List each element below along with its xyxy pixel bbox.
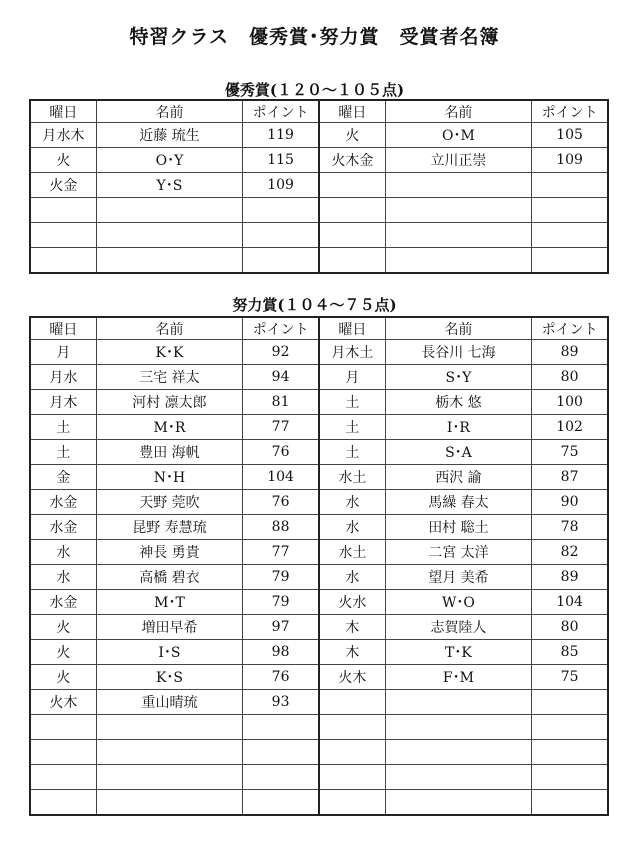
name-cell xyxy=(385,790,532,816)
points-cell: 76 xyxy=(243,440,319,465)
excellence-award-title: 優秀賞(１２０～１０５点) xyxy=(224,81,405,99)
header-points: ポイント xyxy=(243,100,319,123)
points-cell xyxy=(532,715,608,740)
table-row xyxy=(30,123,608,148)
name-cell: K･K xyxy=(96,340,243,365)
day-cell xyxy=(319,223,385,248)
day-cell xyxy=(319,173,385,198)
day-cell: 水金 xyxy=(30,515,96,540)
day-cell: 水金 xyxy=(30,590,96,615)
name-cell: 高橋 碧衣 xyxy=(96,565,243,590)
day-cell: 水 xyxy=(319,565,385,590)
points-cell: 109 xyxy=(243,173,319,198)
header-day: 曜日 xyxy=(30,100,96,123)
header-row xyxy=(30,317,608,340)
name-cell: F･M xyxy=(385,665,532,690)
day-cell: 水 xyxy=(30,565,96,590)
table-row xyxy=(30,490,608,515)
points-cell: 105 xyxy=(532,123,608,148)
table-row xyxy=(30,515,608,540)
table-row xyxy=(30,740,608,765)
day-cell: 木 xyxy=(319,640,385,665)
points-cell: 104 xyxy=(532,590,608,615)
table-row xyxy=(30,765,608,790)
name-cell: 河村 凛太郎 xyxy=(96,390,243,415)
day-cell: 火 xyxy=(30,615,96,640)
name-cell: 長谷川 七海 xyxy=(385,340,532,365)
name-cell: 昆野 寿慧琉 xyxy=(96,515,243,540)
day-cell: 水金 xyxy=(30,490,96,515)
points-cell: 98 xyxy=(243,640,319,665)
table-row xyxy=(30,148,608,173)
points-cell: 97 xyxy=(243,615,319,640)
header-day: 曜日 xyxy=(319,100,385,123)
day-cell xyxy=(30,715,96,740)
table-row xyxy=(30,198,608,223)
name-cell xyxy=(385,248,532,274)
table-row xyxy=(30,690,608,715)
table-row xyxy=(30,465,608,490)
name-cell xyxy=(96,765,243,790)
table-row xyxy=(30,173,608,198)
day-cell: 木 xyxy=(319,615,385,640)
name-cell: I･R xyxy=(385,415,532,440)
points-cell xyxy=(243,790,319,816)
day-cell xyxy=(319,715,385,740)
points-cell xyxy=(243,223,319,248)
points-cell xyxy=(243,198,319,223)
name-cell xyxy=(96,790,243,816)
day-cell: 月木土 xyxy=(319,340,385,365)
name-cell xyxy=(385,223,532,248)
points-cell: 80 xyxy=(532,365,608,390)
points-cell: 80 xyxy=(532,615,608,640)
name-cell xyxy=(96,223,243,248)
table-row xyxy=(30,715,608,740)
day-cell xyxy=(30,740,96,765)
page-title: 特習クラス 優秀賞･努力賞 受賞者名簿 xyxy=(129,26,500,48)
name-cell: 豊田 海帆 xyxy=(96,440,243,465)
name-cell: 近藤 琉生 xyxy=(96,123,243,148)
day-cell xyxy=(319,740,385,765)
points-cell: 104 xyxy=(243,465,319,490)
table-row xyxy=(30,248,608,274)
name-cell xyxy=(96,715,243,740)
points-cell: 89 xyxy=(532,565,608,590)
points-cell: 102 xyxy=(532,415,608,440)
table-row xyxy=(30,790,608,816)
day-cell xyxy=(319,765,385,790)
name-cell: I･S xyxy=(96,640,243,665)
table-row xyxy=(30,365,608,390)
name-cell: 増田早希 xyxy=(96,615,243,640)
name-cell xyxy=(96,198,243,223)
points-cell: 85 xyxy=(532,640,608,665)
day-cell xyxy=(30,790,96,816)
name-cell: 天野 莞吹 xyxy=(96,490,243,515)
header-points: ポイント xyxy=(532,317,608,340)
header-row xyxy=(30,100,608,123)
day-cell: 火水 xyxy=(319,590,385,615)
points-cell: 79 xyxy=(243,590,319,615)
day-cell: 土 xyxy=(319,390,385,415)
points-cell: 79 xyxy=(243,565,319,590)
points-cell: 92 xyxy=(243,340,319,365)
name-cell: Y･S xyxy=(96,173,243,198)
name-cell xyxy=(96,740,243,765)
points-cell: 109 xyxy=(532,148,608,173)
points-cell: 93 xyxy=(243,690,319,715)
day-cell: 火木金 xyxy=(319,148,385,173)
points-cell: 82 xyxy=(532,540,608,565)
table-row xyxy=(30,640,608,665)
points-cell: 115 xyxy=(243,148,319,173)
name-cell xyxy=(385,173,532,198)
name-cell: 重山晴琉 xyxy=(96,690,243,715)
points-cell xyxy=(243,715,319,740)
points-cell xyxy=(532,223,608,248)
day-cell xyxy=(30,765,96,790)
day-cell: 水 xyxy=(319,515,385,540)
points-cell: 76 xyxy=(243,665,319,690)
name-cell xyxy=(385,715,532,740)
table-row xyxy=(30,390,608,415)
day-cell xyxy=(319,790,385,816)
day-cell xyxy=(30,198,96,223)
points-cell: 87 xyxy=(532,465,608,490)
points-cell xyxy=(532,173,608,198)
table-row xyxy=(30,223,608,248)
effort-award-table xyxy=(29,316,609,816)
name-cell: N･H xyxy=(96,465,243,490)
name-cell: M･T xyxy=(96,590,243,615)
day-cell: 火 xyxy=(319,123,385,148)
day-cell: 土 xyxy=(30,440,96,465)
header-points: ポイント xyxy=(532,100,608,123)
points-cell: 76 xyxy=(243,490,319,515)
points-cell: 88 xyxy=(243,515,319,540)
name-cell xyxy=(385,690,532,715)
points-cell xyxy=(532,790,608,816)
name-cell xyxy=(96,248,243,274)
points-cell: 75 xyxy=(532,665,608,690)
header-name: 名前 xyxy=(385,100,532,123)
header-name: 名前 xyxy=(96,317,243,340)
name-cell: S･Y xyxy=(385,365,532,390)
day-cell: 土 xyxy=(319,415,385,440)
day-cell: 月 xyxy=(30,340,96,365)
name-cell: O･M xyxy=(385,123,532,148)
day-cell: 月水 xyxy=(30,365,96,390)
table-row xyxy=(30,590,608,615)
day-cell: 土 xyxy=(30,415,96,440)
points-cell: 81 xyxy=(243,390,319,415)
points-cell xyxy=(532,765,608,790)
points-cell xyxy=(532,198,608,223)
name-cell: 神長 勇貴 xyxy=(96,540,243,565)
day-cell: 水土 xyxy=(319,540,385,565)
name-cell: 三宅 祥太 xyxy=(96,365,243,390)
header-name: 名前 xyxy=(96,100,243,123)
points-cell: 75 xyxy=(532,440,608,465)
points-cell xyxy=(243,740,319,765)
name-cell: M･R xyxy=(96,415,243,440)
day-cell: 金 xyxy=(30,465,96,490)
day-cell: 月木 xyxy=(30,390,96,415)
day-cell: 火木 xyxy=(30,690,96,715)
name-cell: 西沢 諭 xyxy=(385,465,532,490)
table-row xyxy=(30,340,608,365)
name-cell: 志賀陸人 xyxy=(385,615,532,640)
points-cell: 90 xyxy=(532,490,608,515)
points-cell: 77 xyxy=(243,415,319,440)
name-cell: 望月 美希 xyxy=(385,565,532,590)
name-cell: K･S xyxy=(96,665,243,690)
day-cell: 火 xyxy=(30,148,96,173)
excellence-award-table xyxy=(29,99,609,274)
points-cell: 78 xyxy=(532,515,608,540)
points-cell xyxy=(532,248,608,274)
table-row xyxy=(30,665,608,690)
day-cell: 水 xyxy=(319,490,385,515)
effort-award-title: 努力賞(１０４～７５点) xyxy=(232,296,397,314)
day-cell xyxy=(319,198,385,223)
name-cell: 馬繰 春太 xyxy=(385,490,532,515)
table-row xyxy=(30,415,608,440)
name-cell xyxy=(385,740,532,765)
header-points: ポイント xyxy=(243,317,319,340)
day-cell: 火 xyxy=(30,665,96,690)
name-cell: S･A xyxy=(385,440,532,465)
name-cell: 田村 聡土 xyxy=(385,515,532,540)
name-cell: 栃木 悠 xyxy=(385,390,532,415)
day-cell: 月水木 xyxy=(30,123,96,148)
points-cell xyxy=(532,690,608,715)
day-cell xyxy=(319,248,385,274)
day-cell xyxy=(30,248,96,274)
day-cell: 水 xyxy=(30,540,96,565)
table-row xyxy=(30,540,608,565)
day-cell: 火 xyxy=(30,640,96,665)
name-cell: T･K xyxy=(385,640,532,665)
table-row xyxy=(30,565,608,590)
points-cell: 94 xyxy=(243,365,319,390)
points-cell xyxy=(243,765,319,790)
header-name: 名前 xyxy=(385,317,532,340)
name-cell: 立川正崇 xyxy=(385,148,532,173)
points-cell xyxy=(243,248,319,274)
name-cell: W･O xyxy=(385,590,532,615)
day-cell: 月 xyxy=(319,365,385,390)
points-cell: 119 xyxy=(243,123,319,148)
day-cell: 水土 xyxy=(319,465,385,490)
points-cell: 77 xyxy=(243,540,319,565)
header-day: 曜日 xyxy=(319,317,385,340)
name-cell: O･Y xyxy=(96,148,243,173)
header-day: 曜日 xyxy=(30,317,96,340)
table-row xyxy=(30,615,608,640)
points-cell xyxy=(532,740,608,765)
day-cell: 土 xyxy=(319,440,385,465)
day-cell: 火木 xyxy=(319,665,385,690)
points-cell: 100 xyxy=(532,390,608,415)
name-cell xyxy=(385,198,532,223)
day-cell xyxy=(30,223,96,248)
name-cell: 二宮 太洋 xyxy=(385,540,532,565)
day-cell xyxy=(319,690,385,715)
day-cell: 火金 xyxy=(30,173,96,198)
table-row xyxy=(30,440,608,465)
name-cell xyxy=(385,765,532,790)
points-cell: 89 xyxy=(532,340,608,365)
